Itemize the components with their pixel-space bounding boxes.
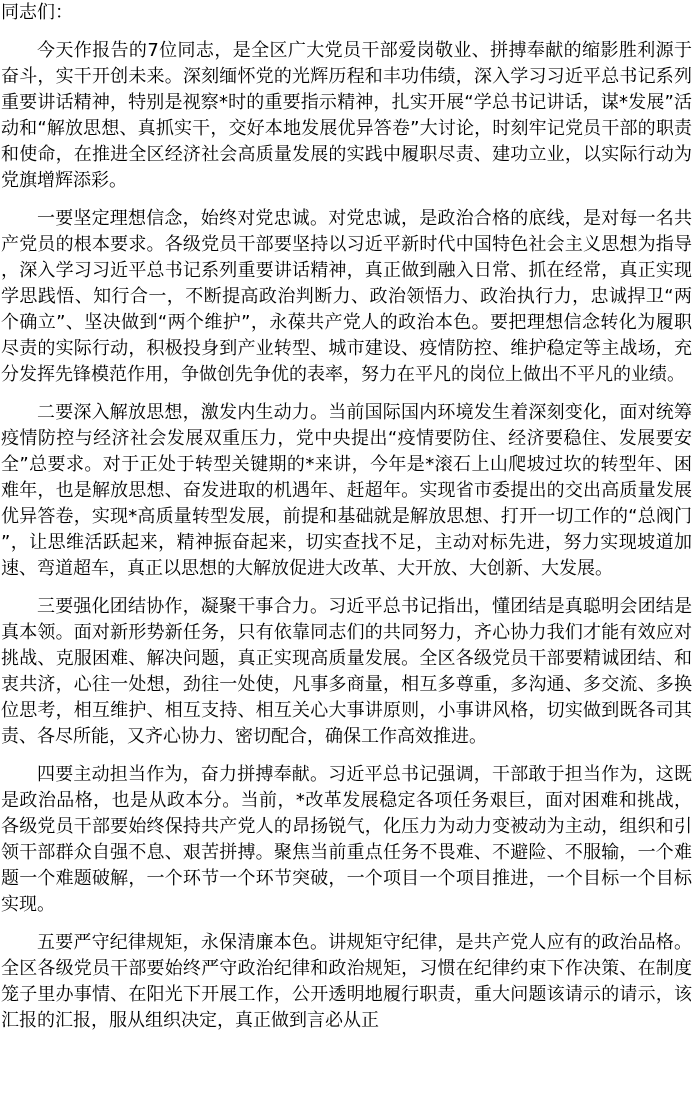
paragraph-point-5: 五要严守纪律规矩，永保清廉本色。讲规矩守纪律，是共产党人应有的政治品格。全区各级党员干部要始终严守政治纪律和政治规矩，习惯在纪律约束下作决策、在制度笼子里办事情、在阳光下开展工作，公开透明地履行职责，重大问题该请示的请示，该汇报的汇报，服从组织决定，真正做到言必从正 [1,932,692,1031]
paragraph-intro: 今天作报告的7位同志，是全区广大党员干部爱岗敬业、拼搏奉献的缩影胜利源于奋斗，实干开创未来。深刻缅怀党的光辉历程和丰功伟绩，深入学习习近平总书记系列重要讲话精神，特别是视察*时的重要指示精神，扎实开展“学总书记讲话，谋*发展”活动和“解放思想、真抓实干，交好本地发展优异答卷”大讨论，时刻牢记党员干部的职责和使命，在推进全区经济社会高质量发展的实践中履职尽责、建功立业，以实际行动为党旗增辉添彩。 [1,40,692,191]
paragraph-point-2: 二要深入解放思想，激发内生动力。当前国际国内环境发生着深刻变化，面对统筹疫情防控与经济社会发展双重压力，党中央提出“疫情要防住、经济要稳住、发展要安全”总要求。对于正处于转型关键期的*来讲，今年是*滚石上山爬坡过坎的转型年、困难年，也是解放思想、奋发进取的机遇年、赶超年。实现省市委提出的交出高质量发展优异答卷，实现*高质量转型发展，前提和基础就是解放思想、打开一切工作的“总阀门”，让思维活跃起来，精神振奋起来，切实查找不足，主动对标先进，努力实现坡道加速、弯道超车，真正以思想的大解放促进大改革、大开放、大创新、大发展。 [1,402,692,579]
paragraph-point-3: 三要强化团结协作，凝聚干事合力。习近平总书记指出，懂团结是真聪明会团结是真本领。面对新形势新任务，只有依靠同志们的共同努力，齐心协力我们才能有效应对挑战、克服困难、解决问题，真正实现高质量发展。全区各级党员干部要精诚团结、和衷共济，心往一处想，劲往一处使，凡事多商量，相互多尊重，多沟通、多交流、多换位思考，相互维护、相互支持、相互关心大事讲原则，小事讲风格，切实做到既各司其责、各尽所能，又齐心协力、密切配合，确保工作高效推进。 [1,596,692,747]
paragraph-point-1: 一要坚定理想信念，始终对党忠诚。对党忠诚，是政治合格的底线，是对每一名共产党员的根本要求。各级党员干部要坚持以习近平新时代中国特色社会主义思想为指导，深入学习习近平总书记系列重要讲话精神，真正做到融入日常、抓在经常，真正实现学思践悟、知行合一，不断提高政治判断力、政治领悟力、政治执行力，忠诚捍卫“两个确立”、坚决做到“两个维护”，永葆共产党人的政治本色。要把理想信念转化为履职尽责的实际行动，积极投身到产业转型、城市建设、疫情防控、维护稳定等主战场，充分发挥先锋模范作用，争做创先争优的表率，努力在平凡的岗位上做出不平凡的业绩。 [1,208,692,385]
salutation: 同志们： [1,2,73,23]
paragraph-point-4: 四要主动担当作为，奋力拼搏奉献。习近平总书记强调，干部敢于担当作为，这既是政治品格，也是从政本分。当前，*改革发展稳定各项任务艰巨，面对困难和挑战，各级党员干部要始终保持共产党人的昂扬锐气，化压力为动力变被动为主动，组织和引领干部群众自强不息、艰苦拼搏。聚焦当前重点任务不畏难、不避险、不服输，一个难题一个难题破解，一个环节一个环节突破，一个项目一个项目推进，一个目标一个目标实现。 [1,764,692,915]
